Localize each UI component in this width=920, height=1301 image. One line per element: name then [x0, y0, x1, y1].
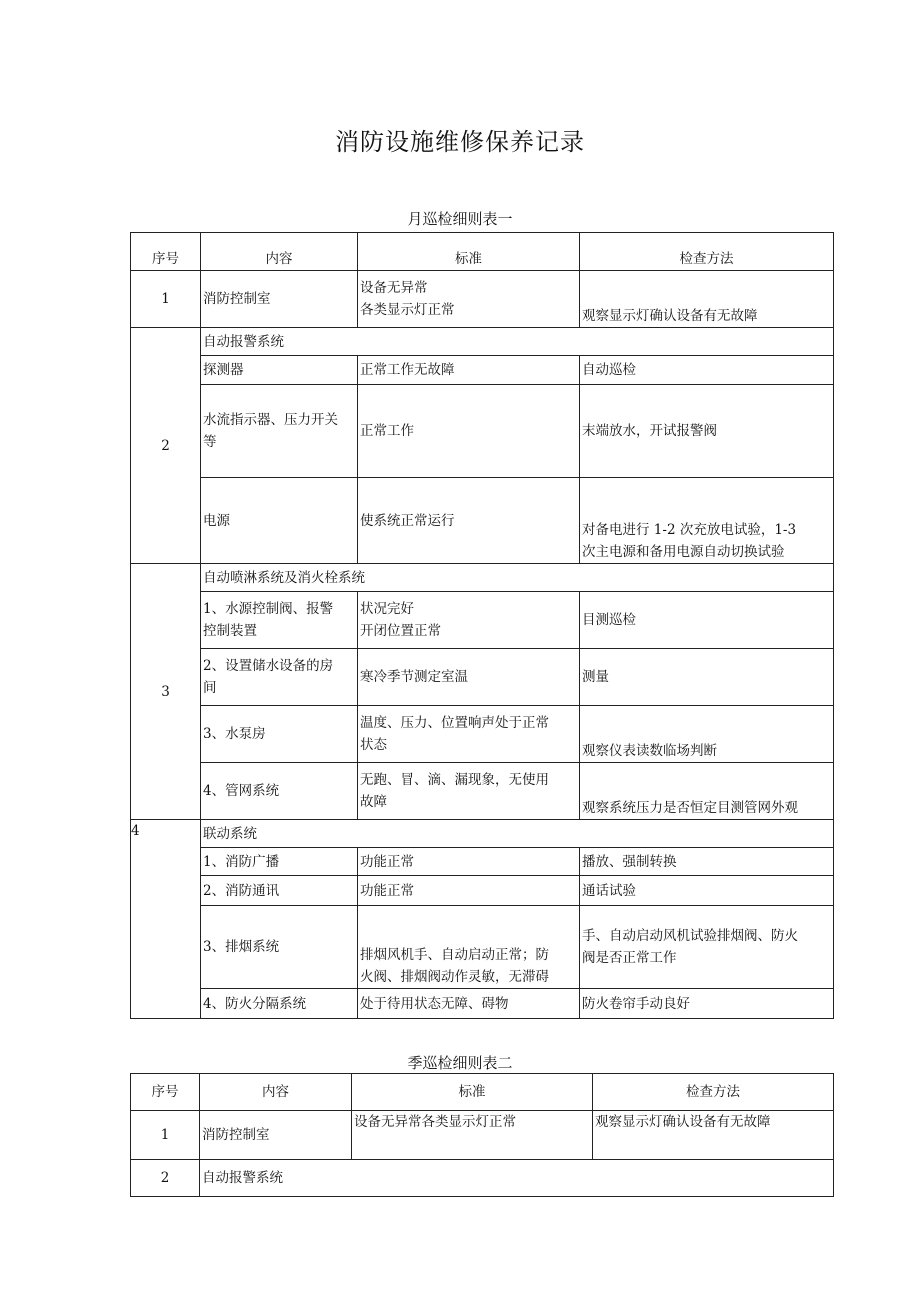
row-no: 2	[131, 1160, 200, 1197]
row-standard: 设备无异常各类显示灯正常	[352, 1111, 593, 1160]
row-content: 1、消防广播	[201, 848, 358, 876]
table-header-row	[131, 233, 834, 271]
monthly-inspection-table	[130, 232, 834, 1019]
row-method: 测量	[580, 649, 834, 706]
row-content: 1、水源控制阀、报警 控制装置	[201, 592, 358, 649]
table-row	[131, 1111, 834, 1160]
row-standard: 寒冷季节测定室温	[358, 649, 580, 706]
page-title: 消防设施维修保养记录	[335, 128, 585, 156]
row-standard: 温度、压力、位置响声处于正常 状态	[358, 706, 580, 763]
row-method: 手、自动启动风机试验排烟阀、防火 阀是否正常工作	[580, 906, 834, 989]
table-row	[131, 328, 834, 356]
row-method: 观察系统压力是否恒定目测管网外观	[580, 763, 834, 820]
row-content: 2、设置储水设备的房 间	[201, 649, 358, 706]
row-method: 通话试验	[580, 876, 834, 906]
table-row	[131, 592, 834, 649]
row-no: 1	[131, 1111, 200, 1160]
table-row	[131, 876, 834, 906]
row-method: 观察显示灯确认设备有无故障	[580, 271, 834, 328]
row-method: 对备电进行 1-2 次充放电试验，1-3 次主电源和备用电源自动切换试验	[580, 478, 834, 564]
table-row	[131, 564, 834, 592]
row-method: 播放、强制转换	[580, 848, 834, 876]
group-heading: 自动报警系统	[200, 1160, 834, 1197]
group-heading: 联动系统	[201, 820, 834, 848]
row-method: 末端放水，开试报警阀	[580, 385, 834, 478]
row-method: 观察显示灯确认设备有无故障	[593, 1111, 834, 1160]
row-content: 3、水泵房	[201, 706, 358, 763]
header-method: 检查方法	[580, 233, 834, 271]
table-row	[131, 820, 834, 848]
row-no: 4	[131, 820, 201, 876]
table-row	[131, 1160, 834, 1197]
table-row	[131, 906, 834, 989]
row-content: 水流指示器、压力开关 等	[201, 385, 358, 478]
row-content: 消防控制室	[200, 1111, 352, 1160]
table-row	[131, 649, 834, 706]
table-row	[131, 989, 834, 1019]
row-no-empty	[131, 876, 201, 1019]
table-row	[131, 271, 834, 328]
table1-caption: 月巡检细则表一	[407, 210, 513, 228]
header-method: 检查方法	[593, 1074, 834, 1111]
row-standard: 正常工作	[358, 385, 580, 478]
row-method: 防火卷帘手动良好	[580, 989, 834, 1019]
table-row	[131, 478, 834, 564]
row-content: 4、防火分隔系统	[201, 989, 358, 1019]
table-row	[131, 385, 834, 478]
header-no: 序号	[131, 1074, 200, 1111]
row-standard: 使系统正常运行	[358, 478, 580, 564]
row-no: 2	[131, 328, 201, 564]
row-standard: 功能正常	[358, 848, 580, 876]
header-standard: 标准	[358, 233, 580, 271]
row-content: 电源	[201, 478, 358, 564]
row-standard: 处于待用状态无障、碍物	[358, 989, 580, 1019]
row-method: 自动巡检	[580, 356, 834, 385]
row-content: 探测器	[201, 356, 358, 385]
header-no: 序号	[131, 233, 201, 271]
header-standard: 标准	[352, 1074, 593, 1111]
header-content: 内容	[200, 1074, 352, 1111]
row-standard: 排烟风机手、自动启动正常；防 火阀、排烟阀动作灵敏，无滞碍	[358, 906, 580, 989]
header-content: 内容	[201, 233, 358, 271]
row-standard: 设备无异常 各类显示灯正常	[358, 271, 580, 328]
table-row	[131, 356, 834, 385]
quarterly-inspection-table	[130, 1073, 834, 1197]
row-method: 观察仪表读数临场判断	[580, 706, 834, 763]
table-row	[131, 706, 834, 763]
group-heading: 自动喷淋系统及消火栓系统	[201, 564, 834, 592]
row-content: 4、管网系统	[201, 763, 358, 820]
row-content: 2、消防通讯	[201, 876, 358, 906]
table-row	[131, 848, 834, 876]
table-row	[131, 763, 834, 820]
group-heading: 自动报警系统	[201, 328, 834, 356]
row-method: 目测巡检	[580, 592, 834, 649]
row-content: 3、排烟系统	[201, 906, 358, 989]
row-no: 3	[131, 564, 201, 820]
row-content: 消防控制室	[201, 271, 358, 328]
row-standard: 正常工作无故障	[358, 356, 580, 385]
table-header-row	[131, 1074, 834, 1111]
row-standard: 状况完好 开闭位置正常	[358, 592, 580, 649]
row-no: 1	[131, 271, 201, 328]
row-standard: 无跑、冒、滴、漏现象，无使用 故障	[358, 763, 580, 820]
row-standard: 功能正常	[358, 876, 580, 906]
table2-caption: 季巡检细则表二	[407, 1054, 513, 1072]
